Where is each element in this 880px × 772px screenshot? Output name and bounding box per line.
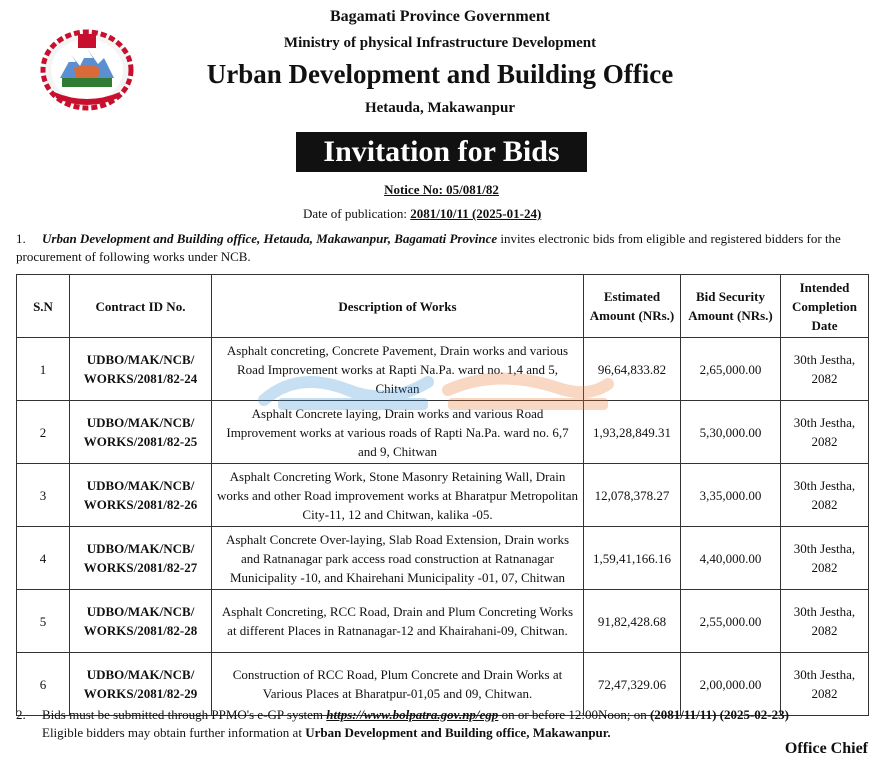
cell-description: Construction of RCC Road, Plum Concrete and Drain Works at Various Places at Bharatpur-01,05 and 09, Chitwan. — [212, 653, 584, 716]
cell-completion-date: 30th Jestha, 2082 — [781, 590, 869, 653]
cell-bid-security: 2,00,000.00 — [681, 653, 781, 716]
cell-description: Asphalt Concreting, RCC Road, Drain and Plum Concreting Works at different Places in Ratnanagar-12 and Khairahani-09, Chitwan. — [212, 590, 584, 653]
cell-bid-security: 2,55,000.00 — [681, 590, 781, 653]
cell-sn: 1 — [17, 338, 70, 401]
header-bid-security: Bid Security Amount (NRs.) — [681, 275, 781, 338]
cell-contract-id: UDBO/MAK/NCB/ WORKS/2081/82-28 — [70, 590, 212, 653]
intro-paragraph — [16, 230, 868, 266]
header-description: Description of Works — [212, 275, 584, 338]
bids-table — [16, 274, 869, 716]
table-row — [17, 464, 869, 527]
note-number: 2. — [16, 707, 26, 722]
cell-estimated-amount: 1,59,41,166.16 — [584, 527, 681, 590]
cell-estimated-amount: 96,64,833.82 — [584, 338, 681, 401]
intro-text: invites electronic bids from eligible and registered bidders for the procurement of following works under NCB. — [16, 231, 841, 264]
cell-sn: 4 — [17, 527, 70, 590]
cell-sn: 5 — [17, 590, 70, 653]
cell-completion-date: 30th Jestha, 2082 — [781, 653, 869, 716]
cell-estimated-amount: 91,82,428.68 — [584, 590, 681, 653]
office-name: Urban Development and Building Office — [206, 59, 674, 89]
header-sn: S.N — [17, 275, 70, 338]
header-completion-date: Intended Completion Date — [781, 275, 869, 338]
cell-bid-security: 4,40,000.00 — [681, 527, 781, 590]
cell-contract-id: UDBO/MAK/NCB/ WORKS/2081/82-24 — [70, 338, 212, 401]
table-header-row — [17, 275, 869, 338]
cell-description: Asphalt Concrete Over-laying, Slab Road Extension, Drain works and Ratnanagar park access road construction at Ratnanagar Municipality -10, and Khairehani Municipality -01, 07, Chitwan — [212, 527, 584, 590]
cell-bid-security: 3,35,000.00 — [681, 464, 781, 527]
ministry-name: Ministry of physical Infrastructure Development — [283, 35, 597, 51]
header-contract-id: Contract ID No. — [70, 275, 212, 338]
cell-contract-id: UDBO/MAK/NCB/ WORKS/2081/82-29 — [70, 653, 212, 716]
note-text-2: on or before 12:00Noon; on — [498, 707, 650, 722]
egp-link[interactable]: https://www.bolpatra.gov.np/egp — [326, 707, 499, 722]
cell-estimated-amount: 1,93,28,849.31 — [584, 401, 681, 464]
cell-contract-id: UDBO/MAK/NCB/ WORKS/2081/82-26 — [70, 464, 212, 527]
cell-contract-id: UDBO/MAK/NCB/ WORKS/2081/82-27 — [70, 527, 212, 590]
cell-bid-security: 2,65,000.00 — [681, 338, 781, 401]
cell-completion-date: 30th Jestha, 2082 — [781, 401, 869, 464]
publication-date-label: Date of publication: — [303, 206, 407, 221]
office-location: Hetauda, Makawanpur — [364, 100, 516, 116]
cell-sn: 6 — [17, 653, 70, 716]
table-row — [17, 527, 869, 590]
cell-sn: 2 — [17, 401, 70, 464]
intro-emphasis: Urban Development and Building office, Hetauda, Makawanpur, Bagamati Province — [42, 231, 498, 246]
cell-contract-id: UDBO/MAK/NCB/ WORKS/2081/82-25 — [70, 401, 212, 464]
notice-number — [0, 182, 880, 198]
info-office: Urban Development and Building office, Makawanpur. — [305, 725, 611, 740]
intro-number: 1. — [16, 231, 26, 246]
notice-number-text: Notice No: 05/081/82 — [384, 182, 499, 197]
cell-description: Asphalt concreting, Concrete Pavement, Drain works and various Road Improvement works at Rapti Na.Pa. ward no. 1,4 and 5, Chitwan — [212, 338, 584, 401]
government-name: Bagamati Province Government — [329, 8, 551, 25]
signature-office-chief: Office Chief — [784, 740, 868, 757]
cell-completion-date: 30th Jestha, 2082 — [781, 464, 869, 527]
publication-date — [303, 206, 541, 222]
submission-note — [16, 706, 868, 742]
cell-estimated-amount: 12,078,378.27 — [584, 464, 681, 527]
bid-deadline: (2081/11/11) (2025-02-23) — [649, 707, 789, 722]
cell-description: Asphalt Concreting Work, Stone Masonry Retaining Wall, Drain works and other Road improvement works at Bharatpur Metropolitan City-11, 12 and Chitwan, kalika -05. — [212, 464, 584, 527]
cell-completion-date: 30th Jestha, 2082 — [781, 338, 869, 401]
cell-description: Asphalt Concrete laying, Drain works and various Road Improvement works at various roads of Rapti Na.Pa. ward no. 6,7 and 9, Chitwan — [212, 401, 584, 464]
page-title-banner: Invitation for Bids — [296, 132, 587, 172]
cell-completion-date: 30th Jestha, 2082 — [781, 527, 869, 590]
table-row — [17, 590, 869, 653]
publication-date-value: 2081/10/11 (2025-01-24) — [410, 206, 542, 221]
note-text-1: Bids must be submitted through PPMO's e-GP system — [42, 707, 327, 722]
cell-estimated-amount: 72,47,329.06 — [584, 653, 681, 716]
table-row — [17, 401, 869, 464]
cell-sn: 3 — [17, 464, 70, 527]
table-row — [17, 338, 869, 401]
header-estimated-amount: Estimated Amount (NRs.) — [584, 275, 681, 338]
cell-bid-security: 5,30,000.00 — [681, 401, 781, 464]
note-text-3: Eligible bidders may obtain further information at — [42, 725, 306, 740]
